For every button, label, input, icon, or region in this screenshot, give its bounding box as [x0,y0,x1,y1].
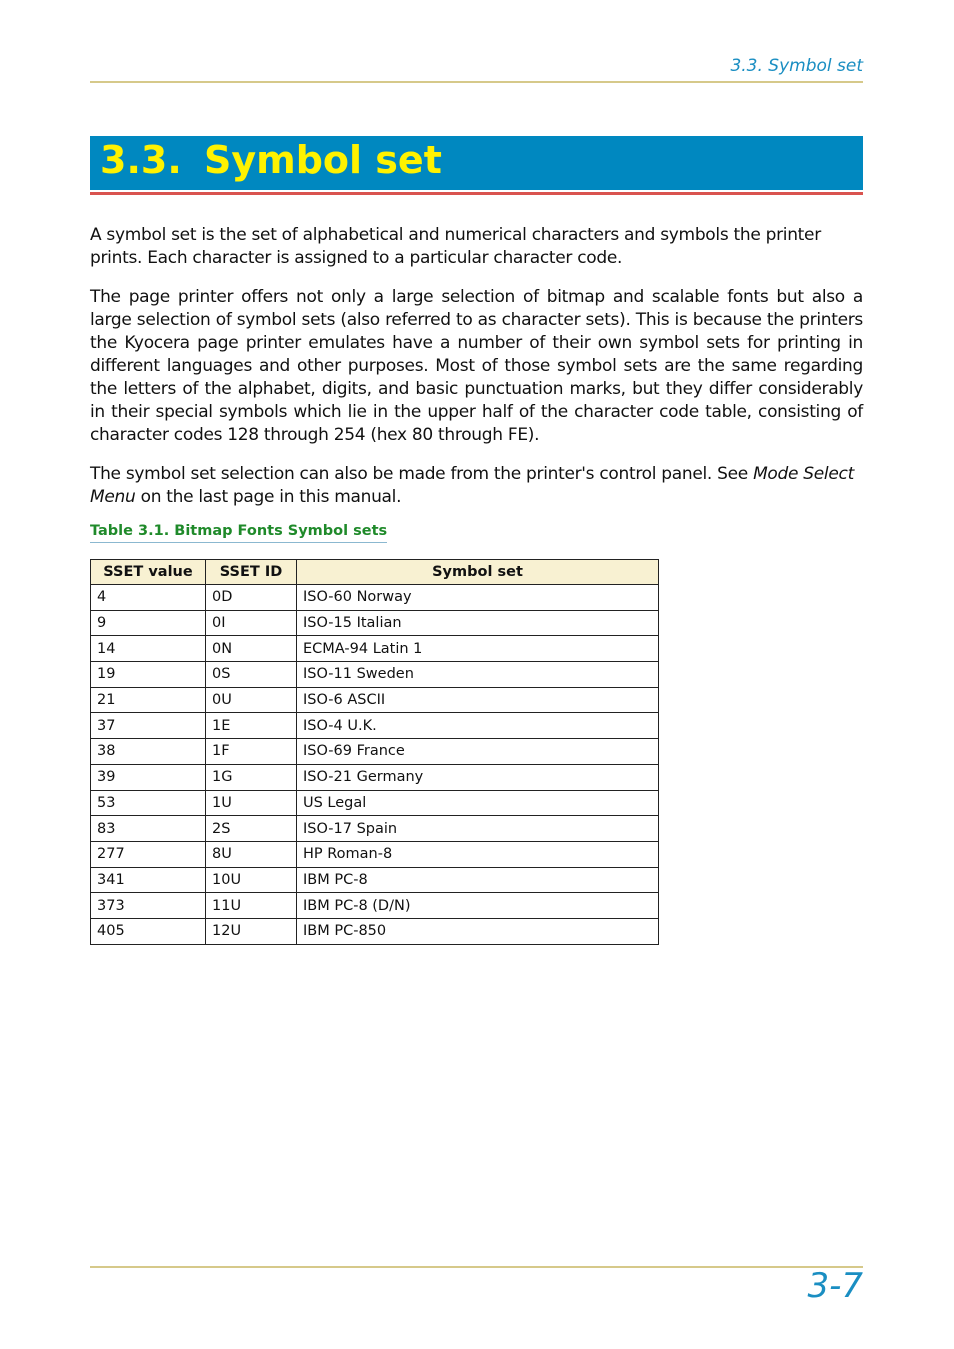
table-row [91,585,659,611]
control-panel-paragraph [90,463,863,509]
symbol-set-cell: IBM PC-8 (D/N) [297,893,659,919]
symbol-set-cell: ISO-11 Sweden [297,662,659,688]
mode-select-menu-reference: Mode Select Menu [90,464,854,507]
sset-id-cell: 1U [206,790,297,816]
sset-id-cell: 1E [206,713,297,739]
column-header: SSET ID [206,560,297,585]
table-row [91,816,659,842]
table-row [91,713,659,739]
symbol-set-cell: IBM PC-850 [297,918,659,944]
table-body [91,585,659,945]
sset-value-cell: 341 [91,867,206,893]
sset-id-cell: 0D [206,585,297,611]
paragraph-text: The symbol set selection can also be made from the printer's control panel. See [90,464,754,484]
table-row [91,610,659,636]
title-underline [90,192,863,195]
sset-id-cell: 2S [206,816,297,842]
table-row [91,893,659,919]
symbol-set-cell: ISO-69 France [297,739,659,765]
intro-paragraph: A symbol set is the set of alphabetical and numerical characters and symbols the printer prints. Each character is assigned to a particular character code. [90,225,821,268]
symbol-set-cell: US Legal [297,790,659,816]
body-paragraph: The page printer offers not only a large selection of bitmap and scalable fonts but also a large selection of symbol sets (also referred to as character sets). This is because the printers the Kyocera page printer emulates have a number of their own symbol sets for printing in different languages and other purposes. Most of those symbol sets are the same regarding the letters of the alphabet, digits, and basic punctuation marks, but they differ considerably in their special symbols which lie in the upper half of the character code table, consisting of character codes 128 through 254 (hex 80 through FE). [90,287,863,445]
symbol-set-cell: ISO-21 Germany [297,764,659,790]
symbol-set-cell: HP Roman-8 [297,841,659,867]
symbol-set-table [90,559,659,945]
sset-id-cell: 0N [206,636,297,662]
sset-value-cell: 39 [91,764,206,790]
sset-value-cell: 53 [91,790,206,816]
table-row [91,918,659,944]
sset-value-cell: 38 [91,739,206,765]
sset-value-cell: 277 [91,841,206,867]
table-row [91,687,659,713]
symbol-set-cell: IBM PC-8 [297,867,659,893]
table-row [91,764,659,790]
sset-id-cell: 1F [206,739,297,765]
table-row [91,790,659,816]
column-header: SSET value [91,560,206,585]
column-header: Symbol set [297,560,659,585]
sset-value-cell: 19 [91,662,206,688]
sset-value-cell: 4 [91,585,206,611]
symbol-set-cell: ISO-6 ASCII [297,687,659,713]
sset-id-cell: 11U [206,893,297,919]
table-row [91,841,659,867]
symbol-set-cell: ISO-4 U.K. [297,713,659,739]
page-number: 3-7 [807,1266,863,1306]
symbol-set-cell: ISO-17 Spain [297,816,659,842]
sset-value-cell: 37 [91,713,206,739]
header-rule [90,81,863,83]
table-row [91,636,659,662]
sset-id-cell: 0U [206,687,297,713]
table-row [91,867,659,893]
sset-id-cell: 0I [206,610,297,636]
symbol-set-cell: ISO-15 Italian [297,610,659,636]
section-number: 3.3. [100,138,182,182]
paragraph-text: on the last page in this manual. [135,487,402,507]
table-row [91,662,659,688]
table-row [91,739,659,765]
sset-id-cell: 0S [206,662,297,688]
section-title: Symbol set [204,138,442,182]
table-header-row [91,560,659,585]
sset-value-cell: 21 [91,687,206,713]
table-caption: Table 3.1. Bitmap Fonts Symbol sets [90,523,387,543]
section-title-band [90,136,863,190]
sset-value-cell: 373 [91,893,206,919]
running-header: 3.3. Symbol set [730,56,863,76]
symbol-set-cell: ISO-60 Norway [297,585,659,611]
sset-id-cell: 8U [206,841,297,867]
sset-value-cell: 9 [91,610,206,636]
sset-id-cell: 1G [206,764,297,790]
symbol-set-cell: ECMA-94 Latin 1 [297,636,659,662]
sset-value-cell: 14 [91,636,206,662]
sset-value-cell: 83 [91,816,206,842]
sset-id-cell: 10U [206,867,297,893]
sset-value-cell: 405 [91,918,206,944]
sset-id-cell: 12U [206,918,297,944]
